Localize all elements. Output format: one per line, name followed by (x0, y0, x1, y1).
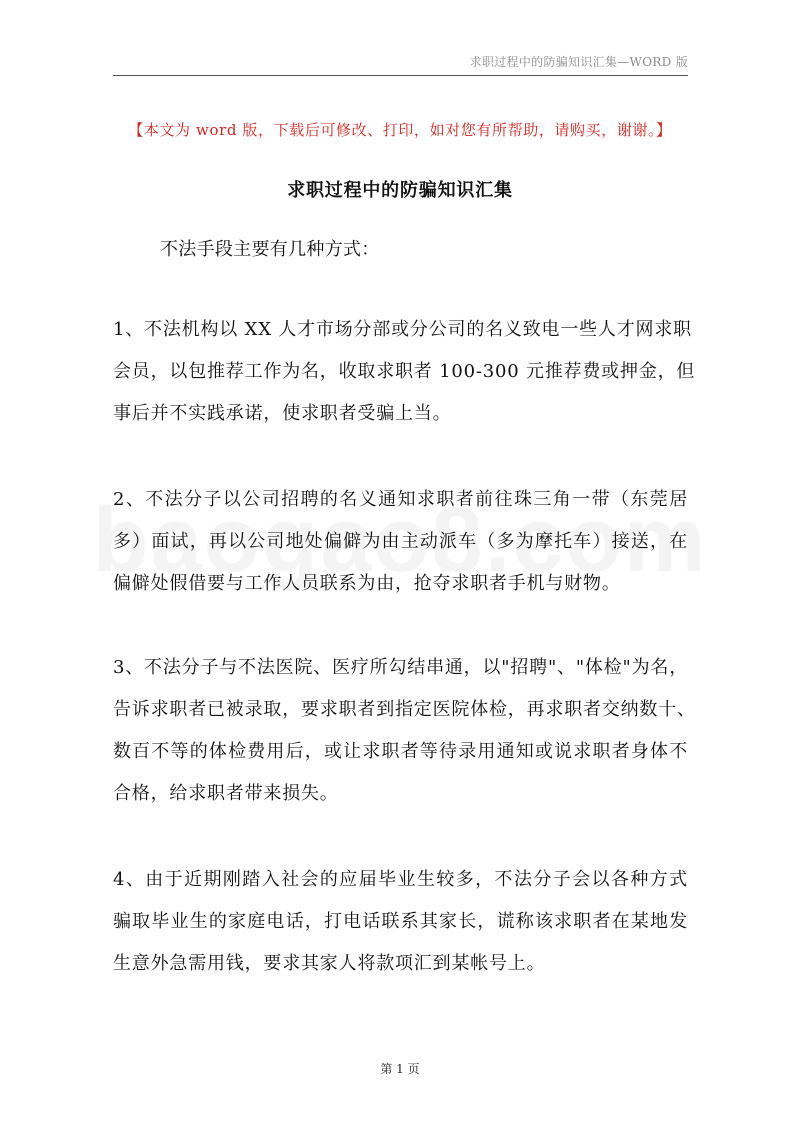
paragraph-line: 事后并不实践承诺，使求职者受骗上当。 (113, 403, 452, 424)
paragraph-line: 生意外急需用钱，要求其家人将款项汇到某帐号上。 (113, 953, 546, 974)
paragraph-line: 3、不法分子与不法医院、医疗所勾结串通，以"招聘"、"体检"为名， (113, 657, 688, 678)
document-title: 求职过程中的防骗知识汇集 (287, 180, 513, 201)
intro-text: 不法手段主要有几种方式： (160, 239, 380, 260)
paragraph-line: 会员，以包推荐工作为名，收取求职者 100-300 元推荐费或押金，但 (113, 361, 696, 382)
paragraph-line: 4、由于近期刚踏入社会的应届毕业生较多，不法分子会以各种方式 (113, 869, 688, 890)
notice-banner: 【本文为 word 版，下载后可修改、打印，如对您有所帮助，请购买，谢谢。】 (128, 121, 672, 139)
paragraph-line: 骗取毕业生的家庭电话，打电话联系其家长，谎称该求职者在某地发 (113, 911, 688, 932)
paragraph-line: 1、不法机构以 XX 人才市场分部或分公司的名义致电一些人才网求职 (113, 319, 692, 340)
page-number: 第 1 页 (380, 1062, 420, 1076)
paragraph-line: 偏僻处假借要与工作人员联系为由，抢夺求职者手机与财物。 (113, 573, 621, 594)
paragraph-line: 2、不法分子以公司招聘的名义通知求职者前往珠三角一带（东莞居 (113, 489, 688, 510)
paragraph-line: 多）面试，再以公司地处偏僻为由主动派车（多为摩托车）接送，在 (113, 531, 688, 552)
paragraph-4 (113, 859, 688, 985)
paragraph-line: 告诉求职者已被录取，要求职者到指定医院体检，再求职者交纳数十、 (113, 699, 696, 720)
paragraph-line: 合格，给求职者带来损失。 (113, 783, 339, 804)
running-header-title: 求职过程中的防骗知识汇集—WORD 版 (469, 55, 688, 69)
paragraph-2 (113, 479, 688, 605)
paragraph-1 (113, 309, 696, 435)
header-rule (113, 75, 688, 76)
paragraph-line: 数百不等的体检费用后，或让求职者等待录用通知或说求职者身体不 (113, 741, 688, 762)
paragraph-3 (113, 647, 696, 815)
